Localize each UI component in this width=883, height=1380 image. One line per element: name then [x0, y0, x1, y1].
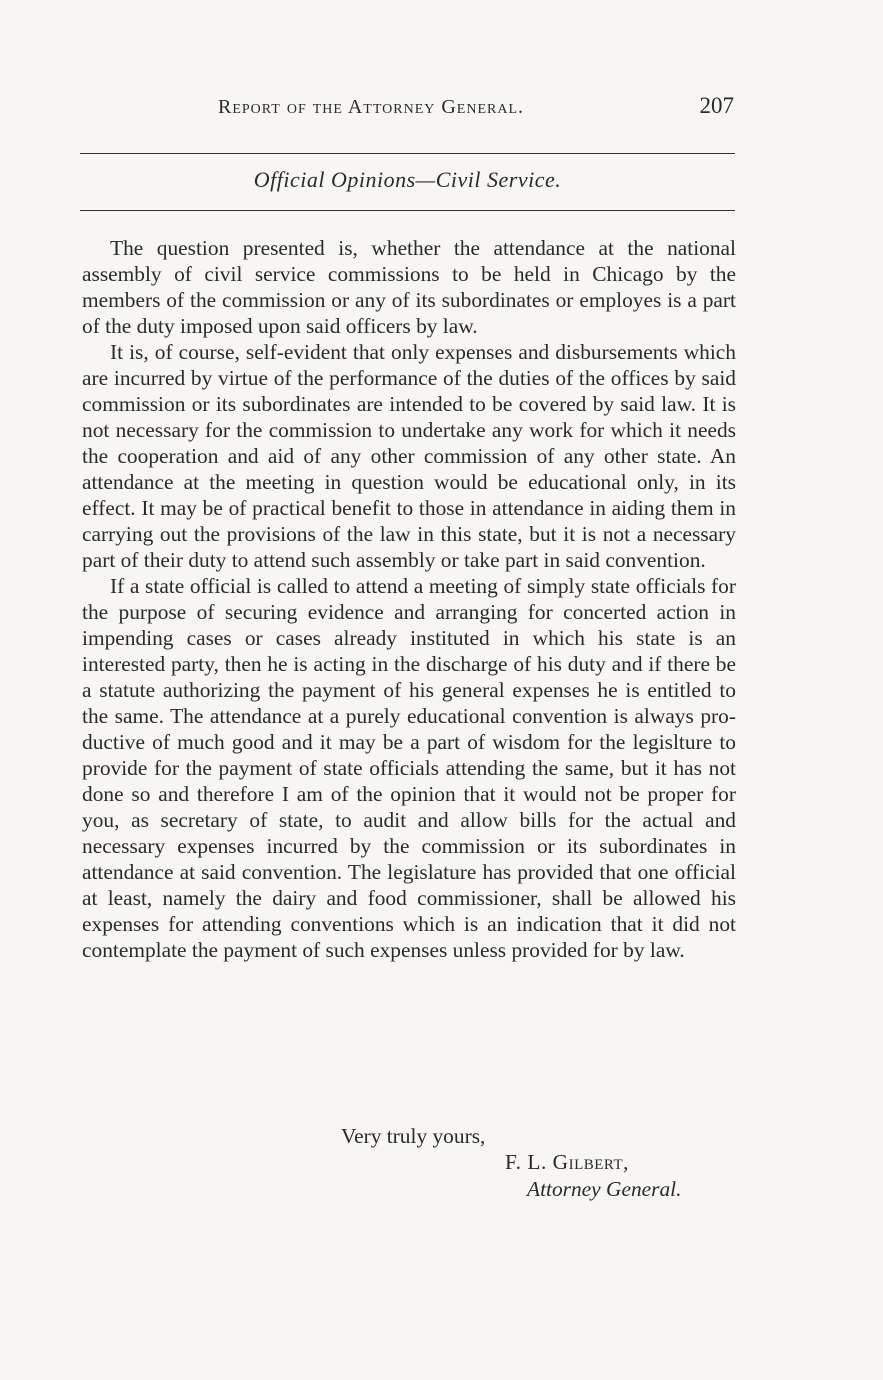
signer-name: F. L. Gilbert, [505, 1150, 630, 1174]
page-number: 207 [699, 93, 734, 118]
paragraph: The question presented is, whether the attendance at the national assembly of civil service commissions to be held in Chicago by the members of the commission or any of its subordinates or employes is a part of the duty imposed upon said officers by law. [82, 236, 736, 338]
paragraph: If a state official is called to attend a meeting of simply state officials for the purpose of securing evidence and arranging for concerted action in impending cases or cases already instituted in which his state is an interested party, then he is acting in the discharge of his duty and if there be a statute authorizing the payment of his general expenses he is entitled to the same. The attendance at a purely educational convention is always productive of much good and it may be a part of wisdom for the legislture to provide for the payment of state officials attending the same, but it has not done so and therefore I am of the opinion that it would not be proper for you, as secretary of state, to audit and allow bills for the actual and necessary expenses incurred by the commission or its subordinates in attendance at said convention. The legislature has provided that one official at least, namely the dairy and food commissioner, shall be allowed his expenses for attending conventions which is an indication that it did not contemplate the payment of such expenses unless provided for by law. [82, 574, 736, 962]
section-title: Official Opinions—Civil Service. [253, 167, 562, 192]
signer-title: Attorney General. [527, 1177, 682, 1201]
top-rule [80, 153, 735, 154]
closing-salutation: Very truly yours, [341, 1124, 486, 1148]
opinion-body [82, 235, 736, 963]
paragraph: It is, of course, self-evident that only expenses and disbursements which are incurred by virtue of the performance of the duties of the offices by said commission or its subordinates are intended to be covered by said law. It is not necessary for the commission to undertake any work for which it needs the cooperation and aid of any other commission of any other state. An attendance at the meeting in question would be educational only, in its effect. It may be of practical benefit to those in attendance in aiding them in carrying out the provisions of the law in this state, but it is not a necessary part of their duty to attend such assembly or take part in said convention. [82, 340, 736, 572]
bottom-rule [80, 210, 735, 211]
running-title: Report of the Attorney General. [218, 96, 525, 118]
running-header [218, 93, 738, 126]
